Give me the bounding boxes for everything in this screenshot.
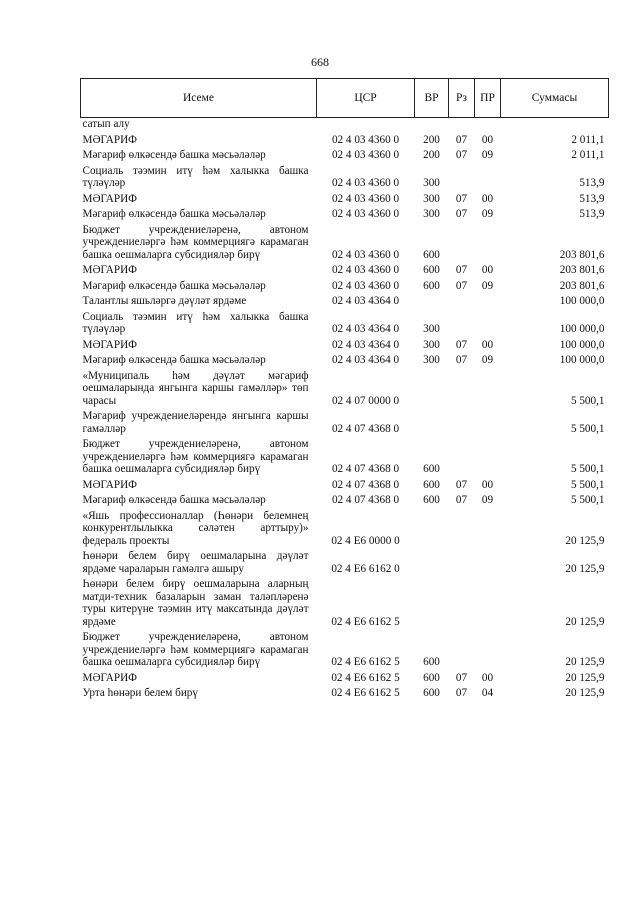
row-sum: 513,9 [579, 208, 605, 220]
row-pr: 00 [481, 264, 494, 276]
row-vr: 600 [423, 279, 440, 292]
row-pr [475, 630, 501, 671]
row-rz [449, 437, 475, 478]
row-name: МӘГАРИФ [82, 192, 137, 205]
row-csr: 02 4 E6 6162 5 [331, 615, 400, 628]
row-rz [449, 549, 475, 577]
row-vr: 300 [423, 354, 440, 366]
row-sum: 20 125,9 [565, 671, 605, 684]
row-sum: 203 801,6 [559, 279, 605, 292]
row-pr: 00 [481, 133, 494, 146]
table-row [81, 118, 609, 133]
row-name: МӘГАРИФ [82, 264, 137, 276]
row-rz [449, 409, 475, 437]
row-sum: 513,9 [579, 177, 605, 189]
row-vr [415, 118, 449, 133]
row-name: Бюджет учреждениеләренә, автоном учреждениеләргә һәм коммерциягә карамаган башка оешмаларга субсидияләр бирү [82, 223, 309, 261]
row-vr: 600 [423, 264, 440, 276]
row-sum: 100 000,0 [559, 295, 605, 307]
row-rz: 07 [455, 133, 468, 146]
row-rz [449, 294, 475, 310]
table-row [81, 509, 609, 550]
row-pr: 04 [481, 687, 494, 699]
table-row [81, 478, 609, 494]
row-csr: 02 4 E6 6162 5 [331, 656, 400, 668]
row-vr [415, 294, 449, 310]
row-rz [449, 164, 475, 192]
row-vr: 300 [423, 192, 440, 205]
row-vr: 300 [423, 208, 440, 220]
row-vr: 600 [423, 656, 440, 668]
table-row [81, 369, 609, 410]
row-pr: 00 [481, 192, 494, 205]
row-pr: 09 [481, 279, 494, 292]
row-pr: 00 [481, 478, 494, 491]
table-row [81, 294, 609, 310]
table-row [81, 686, 609, 702]
row-vr: 600 [423, 463, 440, 475]
row-rz: 07 [455, 149, 468, 161]
row-csr: 02 4 03 4360 0 [331, 177, 400, 189]
row-csr [317, 118, 415, 133]
row-vr: 300 [423, 338, 440, 351]
column-header-vr: ВР [415, 79, 449, 118]
row-name: Бюджет учреждениеләренә, автоном учреждениеләргә һәм коммерциягә карамаган башка оешмаларга субсидияләр бирү [82, 631, 309, 668]
table-row [81, 133, 609, 149]
row-csr: 02 4 03 4360 0 [331, 149, 400, 161]
row-vr [415, 509, 449, 550]
row-csr: 02 4 03 4360 0 [331, 192, 400, 205]
table-row [81, 148, 609, 164]
row-name: Мәгариф өлкәсендә башка мәсьәләләр [82, 494, 266, 506]
row-pr [475, 118, 501, 133]
row-pr [475, 164, 501, 192]
row-pr: 09 [481, 149, 494, 161]
table-row [81, 310, 609, 338]
row-sum: 5 500,1 [570, 478, 605, 491]
row-pr [475, 509, 501, 550]
row-vr: 300 [423, 177, 440, 189]
row-sum: 20 125,9 [565, 615, 605, 628]
row-rz: 07 [455, 338, 468, 351]
row-vr: 600 [423, 494, 440, 506]
column-header-name: Исеме [81, 79, 317, 118]
row-csr: 02 4 E6 0000 0 [331, 534, 400, 547]
row-pr [475, 310, 501, 338]
row-sum: 100 000,0 [559, 354, 605, 366]
row-name: Социаль тәэмин итү һәм халыкка башка түләүләр [82, 164, 309, 189]
row-rz: 07 [455, 279, 468, 292]
row-csr: 02 4 03 4364 0 [331, 295, 400, 307]
row-vr: 200 [423, 133, 440, 146]
row-pr: 00 [481, 338, 494, 351]
column-header-pr: ПР [475, 79, 501, 118]
table-row [81, 207, 609, 223]
row-csr: 02 4 03 4360 0 [331, 264, 400, 276]
row-sum: 513,9 [579, 192, 605, 205]
row-csr: 02 4 E6 6162 0 [331, 562, 400, 575]
row-name: «Муниципаль һәм дәүләт мәгариф оешмаларында янгынга каршы гамәлләр» төп чарасы [82, 369, 309, 407]
row-name: Урта һөнәри белем бирү [82, 687, 198, 699]
row-sum: 20 125,9 [565, 656, 605, 668]
table-row [81, 671, 609, 687]
row-sum: 5 500,1 [570, 394, 605, 407]
row-csr: 02 4 03 4364 0 [331, 323, 400, 335]
row-name: Һөнәри белем бирү оешмаларына дәүләт ярдәме чараларын гамәлгә ашыру [82, 550, 309, 575]
row-rz: 07 [455, 354, 468, 366]
row-sum: 100 000,0 [559, 323, 605, 335]
column-header-csr: ЦСР [317, 79, 415, 118]
row-name: Мәгариф өлкәсендә башка мәсьәләләр [82, 279, 266, 292]
row-sum: 203 801,6 [559, 264, 605, 276]
table-row [81, 192, 609, 208]
table-row [81, 549, 609, 577]
row-name: Мәгариф өлкәсендә башка мәсьәләләр [82, 208, 266, 220]
column-header-sum: Суммасы [501, 79, 609, 118]
row-sum: 5 500,1 [570, 494, 605, 506]
row-sum [501, 118, 609, 133]
table-row [81, 338, 609, 354]
row-rz: 07 [455, 687, 468, 699]
row-name: Һөнәри белем бирү оешмаларына аларның матди-техник базаларын заман таләпләренә туры китерүне тәэмин итү максатында дәүләт ярдәме [82, 578, 309, 628]
row-sum: 100 000,0 [559, 338, 605, 351]
row-rz: 07 [455, 192, 468, 205]
table-row [81, 630, 609, 671]
row-rz [449, 118, 475, 133]
row-sum: 2 011,1 [571, 149, 605, 161]
row-sum: 203 801,6 [559, 248, 605, 261]
row-csr: 02 4 07 4368 0 [331, 463, 400, 475]
row-pr [475, 369, 501, 410]
row-vr [415, 549, 449, 577]
row-rz [449, 369, 475, 410]
row-csr: 02 4 07 4368 0 [331, 422, 400, 435]
column-header-rz: Рз [449, 79, 475, 118]
row-sum: 20 125,9 [565, 562, 605, 575]
row-pr: 00 [481, 671, 494, 684]
row-rz: 07 [455, 478, 468, 491]
row-rz [449, 509, 475, 550]
table-row [81, 279, 609, 295]
row-pr [475, 294, 501, 310]
row-rz [449, 310, 475, 338]
row-pr: 09 [481, 354, 494, 366]
row-csr: 02 4 03 4360 0 [331, 279, 400, 292]
row-pr [475, 549, 501, 577]
row-name: МӘГАРИФ [82, 478, 137, 491]
row-csr: 02 4 E6 6162 5 [331, 687, 400, 699]
row-name: Бюджет учреждениеләренә, автоном учреждениеләргә һәм коммерциягә карамаган башка оешмаларга субсидияләр бирү [82, 438, 309, 475]
table-row [81, 409, 609, 437]
row-name: Мәгариф учреждениеләрендә янгынга каршы гамәлләр [82, 410, 309, 435]
row-vr: 600 [423, 248, 440, 261]
row-rz: 07 [455, 494, 468, 506]
row-pr [475, 409, 501, 437]
row-sum: 20 125,9 [565, 534, 605, 547]
table-row [81, 223, 609, 264]
row-sum: 5 500,1 [570, 422, 605, 435]
table-row [81, 577, 609, 630]
row-name: Талантлы яшьләргә дәүләт ярдәме [82, 295, 247, 307]
row-csr: 02 4 07 4368 0 [331, 478, 400, 491]
row-vr [415, 577, 449, 630]
row-csr: 02 4 07 4368 0 [331, 494, 400, 506]
table-row [81, 493, 609, 509]
row-sum: 5 500,1 [570, 463, 605, 475]
row-rz: 07 [455, 671, 468, 684]
row-csr: 02 4 E6 6162 5 [331, 671, 400, 684]
row-name: МӘГАРИФ [82, 338, 137, 351]
row-name: МӘГАРИФ [82, 133, 137, 146]
row-csr: 02 4 03 4364 0 [331, 354, 400, 366]
row-vr: 300 [423, 323, 440, 335]
row-csr: 02 4 03 4360 0 [331, 133, 400, 146]
row-name: Мәгариф өлкәсендә башка мәсьәләләр [82, 354, 266, 366]
row-name: Мәгариф өлкәсендә башка мәсьәләләр [82, 149, 266, 161]
row-rz [449, 223, 475, 264]
row-csr: 02 4 03 4360 0 [331, 248, 400, 261]
row-vr [415, 369, 449, 410]
row-rz [449, 577, 475, 630]
row-vr: 200 [423, 149, 440, 161]
row-name: Социаль тәэмин итү һәм халыкка башка түләүләр [82, 310, 309, 335]
table-row [81, 164, 609, 192]
row-name: МӘГАРИФ [82, 671, 137, 684]
row-vr: 600 [423, 687, 440, 699]
row-vr: 600 [423, 478, 440, 491]
row-vr: 600 [423, 671, 440, 684]
table-body [81, 118, 609, 702]
table-header [81, 79, 609, 118]
row-pr: 09 [481, 494, 494, 506]
row-csr: 02 4 03 4364 0 [331, 338, 400, 351]
row-name: «Яшь профессионаллар (Һөнәри белемнең конкурентлылыкка сәләтен арттыру)» федераль проекты [82, 509, 309, 547]
row-sum: 2 011,1 [571, 133, 605, 146]
row-name: сатып алу [82, 118, 130, 130]
budget-table [80, 78, 609, 702]
row-rz: 07 [455, 264, 468, 276]
page-number: 668 [311, 55, 329, 69]
row-pr [475, 223, 501, 264]
row-vr [415, 409, 449, 437]
row-csr: 02 4 07 0000 0 [331, 394, 400, 407]
row-pr [475, 437, 501, 478]
table-row [81, 353, 609, 369]
row-rz: 07 [455, 208, 468, 220]
row-pr [475, 577, 501, 630]
row-pr: 09 [481, 208, 494, 220]
table-row [81, 437, 609, 478]
row-sum: 20 125,9 [565, 687, 605, 699]
row-csr: 02 4 03 4360 0 [331, 208, 400, 220]
table-row [81, 263, 609, 279]
row-rz [449, 630, 475, 671]
